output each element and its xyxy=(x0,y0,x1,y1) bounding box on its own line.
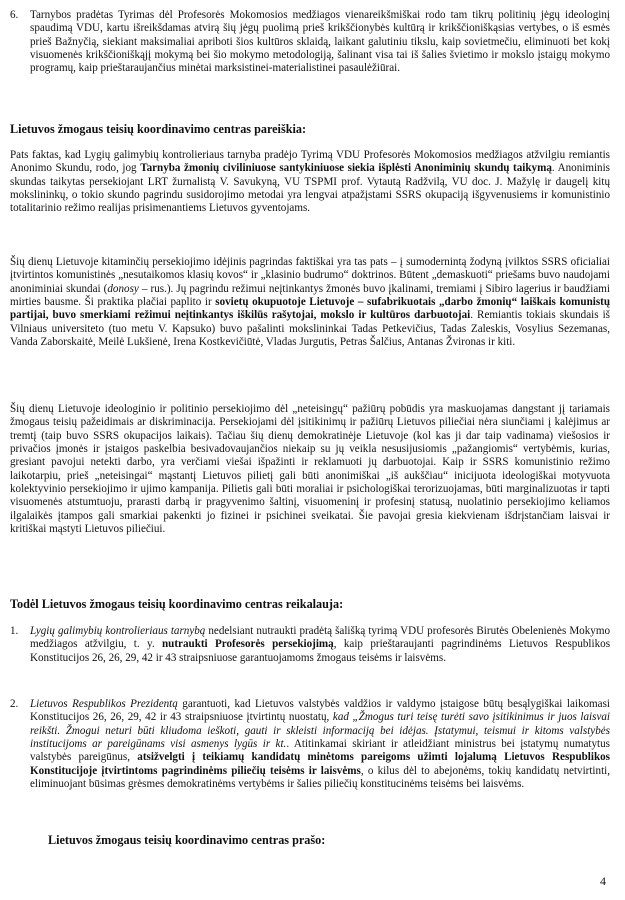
paragraph-ideological-persecution xyxy=(10,403,610,536)
text-run: . Remiantis tokiais skundais iš Vilniaus universiteto (tuo metu V. Kapsuko) buvo pašalinti mokslininkai Tadas Petkevičius, Tadas Zaleskis, Vosylius Sezemanas, Vanda Zaborskaitė, Meilė Lukšienė, Irena Kostkevičiūtė, Vladas Jurgutis, Petras Šalčius, Antanas Žvironas ir kiti. xyxy=(10,309,610,349)
text-run: . Atitinkamai skiriant ir atleidžiant ministrus bei įstatymų numatytus valstybės pareigūnus, xyxy=(30,738,610,764)
text-run: . Anoniminis skundas taikytas persekiojant LRT žurnalistą V. Savukyną, VU TSPMI prof. Vytautą Radžvilą, VU doc. J. Mažylę ir daugelį kitų mokslininkų, o tokio skundo pagrindu susidorojimo metodai yra lengvai atpažįstami SSRS okupaciją išgyvenusiems ir komunistinio totalitarinio režimo realijas prisimenantiems Lietuvos gyventojams. xyxy=(10,162,611,215)
list-number: 6. xyxy=(10,9,19,21)
text-run: , o kilus dėl to abejonėms, tokių kandidatų netvirtinti, eliminuojant būsimas grėsmes demokratinėms vertybėms ir šalies piliečių konstitucinėms teisėms bei laisvėms. xyxy=(30,764,611,791)
list-item-text xyxy=(30,698,610,791)
bold-text: sovietų okupuotoje Lietuvoje – sufabrikuotais „darbo žmonių“ laiškais komunistų partijai, buvo smerkiami režimui neįtinkantys iškilūs rašytojai, mokslo ir kultūros darbuotojai xyxy=(10,296,611,322)
text-run: nedelsiant nutraukti pradėtą šališką tyrimą VDU profesorės Birutės Obelenienės Mokymo medžiagos atžvilgiu, t. y. xyxy=(30,625,610,651)
text-run: Šių dienų Lietuvoje ideologinio ir politinio persekiojimo dėl „neteisingų“ pažiūrų pobūdis yra maskuojamas dangstant jį tariamais žmogaus teisių pažeidimais ar diskriminacija. Persekiojami dėl įsitikinimų ir pažiūrų Lietuvos piliečiai nėra siunčiami į kalėjimus ar tremtį (taip buvo SSRS okupacijos laikais). Tačiau šių dienų demokratinėje Lietuvoje (kol kas ji dar taip vadinama) viešosios ir privačios įmonės ir įstaigos paskelbia besivadovaujančios niekaip su jų veikla nesusijusiomis „pažangiomis“ vertybėmis, kurias, gresiant pavojui netekti darbo, yra verčiami viešai išpažinti ir reklamuoti jų darbuotojai. Kaip ir SSRS komunistinio režimo laikotarpiu, prieš „neteisingai“ mąstantį Lietuvos pilietį gali būti anonimiškai „iš aukščiau“ inicijuota ideologiškai motyvuota kolektyvinio persekiojimo ir ujimo kampanija. Pilietis gali būti moraliai ir psichologiškai terorizuojamas, būti marginalizuotas ir tapti visuomenės atstumtuoju, prarasti darbą ir pragyvenimo šaltinį, visuomeninį ir profesinį statusą, nuolatinio persekiojimo keliamos ilgalaikės įtampos gali smarkiai pakenkti jo fizinei ir psichinei sveikatai. Šie pavojai gresia kiekvienam išdrįstančiam laisvai ir kritiškai mąstyti Lietuvos piliečiui. xyxy=(10,403,610,536)
text-run: Pats faktas, kad Lygių galimybių kontrolieriaus tarnyba pradėjo Tyrimą VDU Profesorės Mokomosios medžiagos atžvilgiu remiantis Anonimo Skundu, rodo, jog xyxy=(10,149,610,175)
list-number: 2. xyxy=(10,698,19,710)
list-number: 1. xyxy=(10,625,19,637)
text-run: Šių dienų Lietuvoje kitaminčių persekiojimo idėjinis pagrindas faktiškai yra tas pats – į sumodernintą žodyną įvilktos SSRS oficialiai įtvirtintos komunistinės „nesutaikomos klasių kovos“ ir „klasinio budrumo“ doktrinos. Būtent „demaskuoti“ priešams buvo naudojami anoniminiai skundai ( xyxy=(10,256,610,295)
section-heading-declares: Lietuvos žmogaus teisių koordinavimo centras pareiškia: xyxy=(10,122,307,136)
bold-text: Tarnyba žmonių civiliniuose santykiniuose siekia išplėsti Anoniminių skundų taikymą xyxy=(140,162,552,175)
bold-text: nutraukti Profesorės persekiojimą xyxy=(162,638,334,651)
list-item-text xyxy=(30,625,610,665)
bold-text: atsižvelgti į teikiamų kandidatų minėtoms pareigoms užimti lojalumą Lietuvos Respublikos Konstitucijoje įtvirtintoms pagrindinėms piliečių teisėms ir laisvėms xyxy=(30,751,610,777)
italic-text: kad „Žmogus turi teisę turėti savo įsitikinimus ir juos laisvai reikšti. Žmogui neturi būti kliudoma ieškoti, gauti ir skleisti informaciją bei idėjas. Įstatymui, teismui ir kitoms valstybės institucijoms ar pareigūnams visi asmenys lygūs ir kt. xyxy=(30,711,610,751)
section-heading-demands: Todėl Lietuvos žmogaus teisių koordinavimo centras reikalauja: xyxy=(10,597,344,611)
page-number: 4 xyxy=(600,874,606,888)
paragraph-soviet-doctrine xyxy=(10,256,610,349)
text-run: , kaip prieštaraujanti pagrindinėms Lietuvos Respublikos Konstitucijos 26, 26, 29, 42 ir 43 straipsniuose garantuojamoms žmogaus teisėms ir laisvėms. xyxy=(30,638,611,664)
italic-text: Lietuvos Respublikos Prezidentą xyxy=(30,698,178,710)
text-run: – rus.). Jų pagrindu režimui neįtinkantys žmonės buvo įkalinami, tremiami į Sibiro lagerius ir baudžiami mirties bausme. Ši praktika plačiai paplito ir xyxy=(10,282,610,309)
text-run: garantuoti, kad Lietuvos valstybės valdžios ir valdymo įstaigose būtų besąlygiškai laikomasi Konstitucijos 26, 26, 29, 42 ir 43 straipsniuose įtvirtintų nuostatų, xyxy=(30,698,610,724)
text-run: Tarnybos pradėtas Tyrimas dėl Profesorės Mokomosios medžiagos vienareikšmiškai rodo tam tikrų politinių jėgų ideologinį spaudimą VDU, kartu išreikšdamas atvirą šių jėgų puolimą prieš krikščionybės kultūrą ir krikščioniškąsias vertybes, o iš esmės prieš Bažnyčią, siekiant maksimaliai apriboti šios kultūros sklaidą, laikant galutiniu tikslu, kaip sovietmečiu, eliminuoti bet kokį visuomenės krikščioniškąjį mokymą bei šio mokymo metodologiją, šalinant visa tai iš šalies švietimo ir mokslo įstaigų mokymo programų, kaip prieštaraujančius minėtai marksistinei-materialistinei pasaulėžiūrai. xyxy=(30,9,610,75)
italic-text: donosy xyxy=(107,282,139,295)
section-heading-requests: Lietuvos žmogaus teisių koordinavimo centras prašo: xyxy=(48,833,326,847)
italic-text: Lygių galimybių kontrolieriaus tarnybą xyxy=(30,625,206,637)
paragraph-anonymous-complaint xyxy=(10,149,610,216)
list-item-text xyxy=(30,9,610,76)
